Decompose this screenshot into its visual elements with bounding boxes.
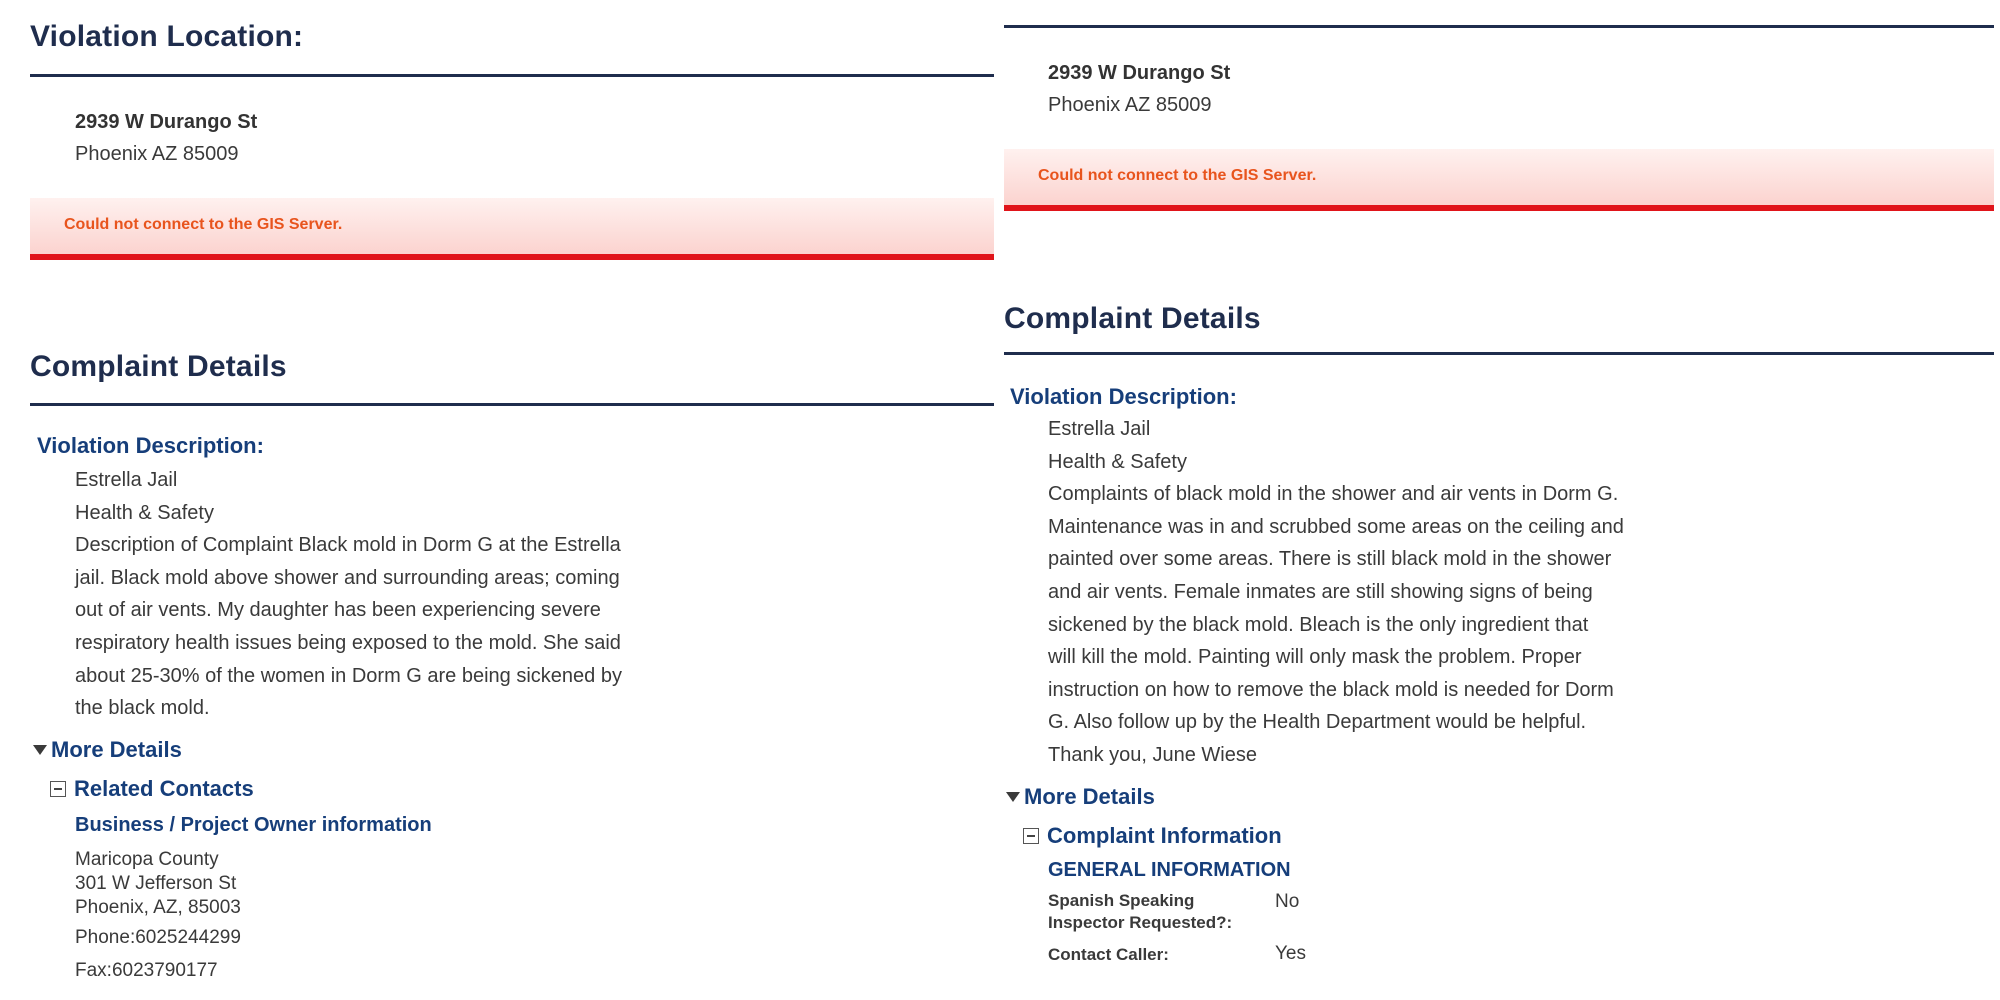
gis-error-message: Could not connect to the GIS Server. — [64, 216, 343, 233]
owner-info-label: Business / Project Owner information — [75, 814, 432, 836]
description-line: painted over some areas. There is still black mold in the shower — [1048, 548, 1612, 571]
complaint-details-title: Complaint Details — [1004, 302, 1261, 335]
violation-address — [1048, 57, 1230, 121]
section-divider — [1004, 25, 1994, 28]
triangle-down-icon — [1006, 792, 1020, 802]
violation-description-label: Violation Description: — [37, 433, 264, 458]
complaint-information-toggle[interactable] — [1023, 823, 1282, 849]
owner-street: 301 W Jefferson St — [75, 873, 237, 894]
description-line: Estrella Jail — [1048, 418, 1151, 440]
description-line: respiratory health issues being exposed to the mold. She said — [75, 631, 621, 654]
violation-description-text — [1048, 413, 1968, 772]
address-street: 2939 W Durango St — [75, 111, 258, 133]
owner-city: Phoenix, AZ, 85003 — [75, 897, 241, 918]
related-contacts-toggle[interactable] — [50, 776, 254, 802]
gis-error-message: Could not connect to the GIS Server. — [1038, 167, 1317, 184]
gis-error-banner — [30, 198, 994, 260]
owner-fax: Fax:6023790177 — [75, 960, 218, 981]
more-details-label: More Details — [51, 737, 182, 762]
spanish-label-line: Inspector Requested?: — [1048, 913, 1233, 932]
description-line: about 25-30% of the women in Dorm G are being sickened by — [75, 664, 622, 687]
description-line: out of air vents. My daughter has been experiencing severe — [75, 599, 601, 622]
owner-name: Maricopa County — [75, 849, 219, 870]
address-city: Phoenix AZ 85009 — [1048, 94, 1212, 116]
description-line: will kill the mold. Painting will only mask the problem. Proper — [1048, 646, 1582, 669]
more-details-toggle[interactable] — [1006, 784, 1155, 810]
gis-error-banner — [1004, 149, 1994, 211]
contact-caller-value: Yes — [1275, 943, 1306, 964]
related-contacts-label: Related Contacts — [74, 776, 254, 801]
violation-location-title: Violation Location: — [30, 20, 304, 53]
description-line: Thank you, June Wiese — [1048, 743, 1257, 766]
description-line: the black mold. — [75, 697, 210, 720]
right-panel — [1004, 0, 2000, 1000]
description-line: Description of Complaint Black mold in Dorm G at the Estrella — [75, 534, 621, 557]
address-street: 2939 W Durango St — [1048, 62, 1231, 84]
description-line: Health & Safety — [1048, 450, 1187, 473]
owner-phone: Phone:6025244299 — [75, 927, 241, 948]
spanish-inspector-label — [1048, 890, 1232, 934]
minus-box-icon — [50, 781, 66, 797]
description-line: Estrella Jail — [75, 469, 178, 491]
section-divider — [1004, 352, 1994, 355]
triangle-down-icon — [33, 745, 47, 755]
violation-description-label: Violation Description: — [1010, 384, 1237, 409]
description-line: and air vents. Female inmates are still showing signs of being — [1048, 580, 1593, 603]
more-details-toggle[interactable] — [33, 737, 182, 763]
owner-contact-block — [75, 848, 241, 920]
more-details-label: More Details — [1024, 784, 1155, 809]
description-line: instruction on how to remove the black mold is needed for Dorm — [1048, 678, 1614, 701]
spanish-inspector-value: No — [1275, 891, 1300, 912]
spanish-label-line: Spanish Speaking — [1048, 891, 1195, 910]
section-divider — [30, 403, 994, 406]
violation-description-text — [75, 464, 975, 725]
description-line: Maintenance was in and scrubbed some areas on the ceiling and — [1048, 515, 1624, 538]
description-line: jail. Black mold above shower and surrounding areas; coming — [75, 566, 620, 589]
minus-box-icon — [1023, 828, 1039, 844]
description-line: sickened by the black mold. Bleach is the only ingredient that — [1048, 613, 1589, 636]
address-city: Phoenix AZ 85009 — [75, 143, 239, 165]
violation-address — [75, 106, 257, 170]
description-line: Complaints of black mold in the shower and air vents in Dorm G. — [1048, 483, 1619, 506]
description-line: Health & Safety — [75, 501, 214, 524]
complaint-details-title: Complaint Details — [30, 350, 287, 383]
section-divider — [30, 74, 994, 77]
general-information-label: GENERAL INFORMATION — [1048, 859, 1291, 881]
description-line: G. Also follow up by the Health Department would be helpful. — [1048, 711, 1587, 734]
contact-caller-label: Contact Caller: — [1048, 945, 1169, 964]
complaint-information-label: Complaint Information — [1047, 823, 1282, 848]
